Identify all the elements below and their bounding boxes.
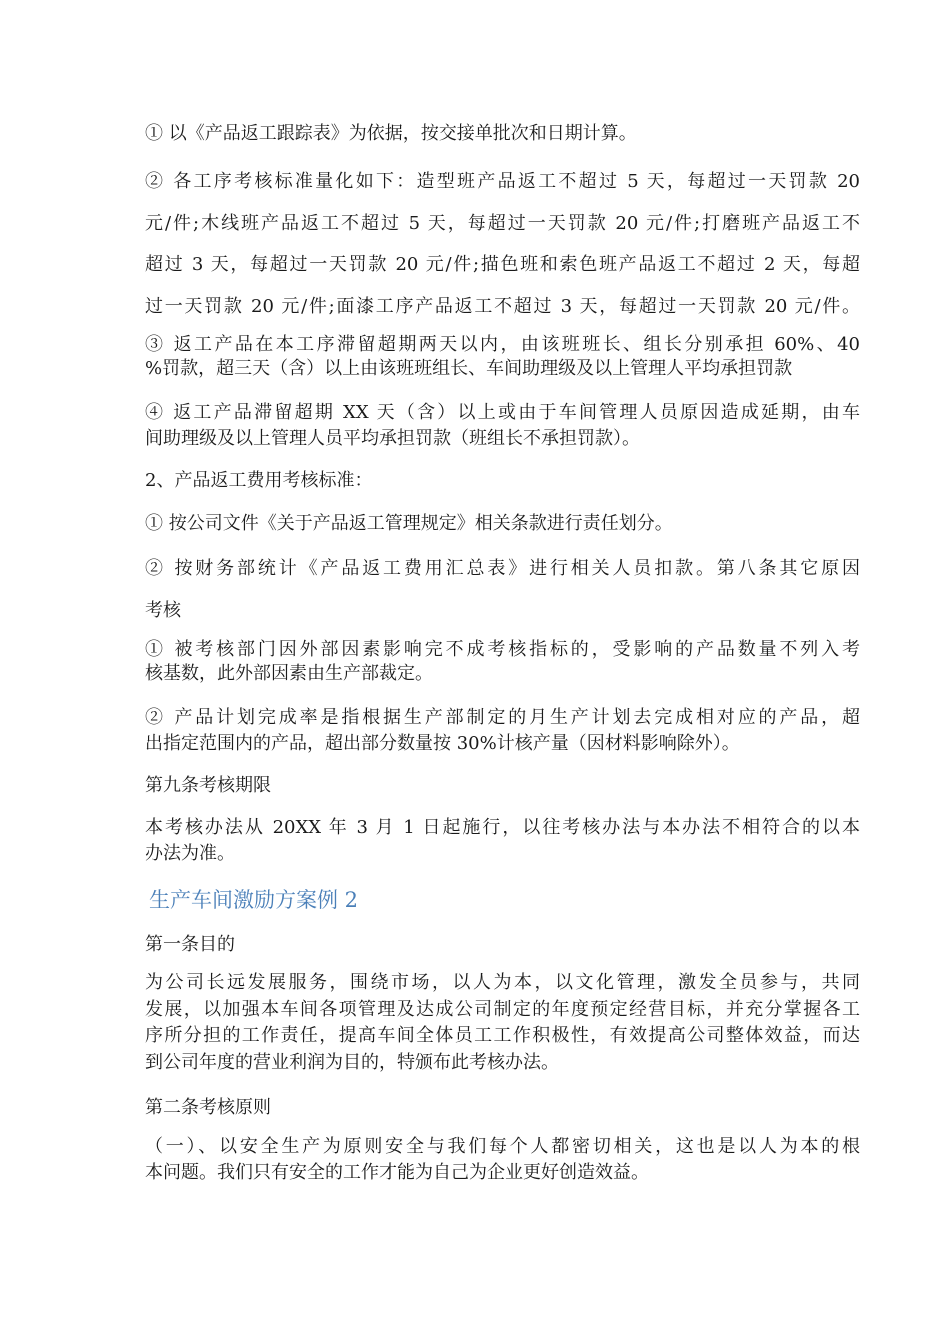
text-line: 核基数，此外部因素由生产部裁定。 xyxy=(145,663,433,684)
text-line: ② 按财务部统计《产品返工费用汇总表》进行相关人员扣款。第八条其它原因 xyxy=(145,558,860,579)
text-line: 本考核办法从 20XX 年 3 月 1 日起施行，以往考核办法与本办法不相符合的以本 xyxy=(145,817,860,838)
text-line: 元/件;木线班产品返工不超过 5 天，每超过一天罚款 20 元/件;打磨班产品返工不 xyxy=(145,212,860,234)
heading-text: 生产车间激励方案例 2 xyxy=(149,888,359,912)
text-line: 序所分担的工作责任，提高车间全体员工工作积极性，有效提高公司整体效益，而达 xyxy=(145,1025,860,1046)
article-title-principles xyxy=(145,1093,860,1119)
text-line: ③ 返工产品在本工序滞留超期两天以内，由该班班长、组长分别承担 60%、40 xyxy=(145,334,860,355)
section-heading xyxy=(149,884,864,914)
text-line: 到公司年度的营业利润为目的，特颁布此考核办法。 xyxy=(145,1051,559,1073)
paragraph-overdue-penalty xyxy=(145,333,860,381)
text-line: 第一条目的 xyxy=(145,934,235,955)
text-line: 办法为准。 xyxy=(145,843,235,864)
text-line: 本问题。我们只有安全的工作才能为自己为企业更好创造效益。 xyxy=(145,1162,649,1183)
paragraph-deduction xyxy=(145,548,860,632)
text-line: （一）、以安全生产为原则安全与我们每个人都密切相关，这也是以人为本的根 xyxy=(145,1136,860,1157)
text-line: 第九条考核期限 xyxy=(145,775,271,796)
text-line: ② 各工序考核标准量化如下：造型班产品返工不超过 5 天，每超过一天罚款 20 xyxy=(145,171,860,192)
text-line: 考核 xyxy=(145,600,181,621)
paragraph-external-factors xyxy=(145,638,860,686)
text-line: %罚款，超三天（含）以上由该班班组长、车间助理级及以上管理人平均承担罚款 xyxy=(145,358,793,379)
paragraph-process-standards xyxy=(145,161,860,327)
text-line: ④ 返工产品滞留超期 XX 天（含）以上或由于车间管理人员原因造成延期，由车 xyxy=(145,402,860,423)
text-line: 出指定范围内的产品，超出部分数量按 30%计核产量（因材料影响除外）。 xyxy=(145,733,740,754)
text-line: ① 以《产品返工跟踪表》为依据，按交接单批次和日期计算。 xyxy=(145,123,637,144)
text-line: 为公司长远发展服务，围绕市场，以人为本，以文化管理，激发全员参与，共同 xyxy=(145,972,860,993)
article-title-purpose xyxy=(145,930,860,956)
text-line: ① 按公司文件《关于产品返工管理规定》相关条款进行责任划分。 xyxy=(145,513,673,534)
text-line: 2、产品返工费用考核标准： xyxy=(145,470,373,491)
text-line: 过一天罚款 20 元/件;面漆工序产品返工不超过 3 天，每超过一天罚款 20 元/件。 xyxy=(145,295,860,317)
text-line: 超过 3 天，每超过一天罚款 20 元/件;描色班和索色班产品返工不超过 2 天，每超 xyxy=(145,254,860,275)
paragraph-responsibility xyxy=(145,509,860,535)
text-line: ② 产品计划完成率是指根据生产部制定的月生产计划去完成相对应的产品，超 xyxy=(145,707,860,728)
section-title-period xyxy=(145,771,860,797)
paragraph-effective-date xyxy=(145,815,860,867)
paragraph-completion-rate xyxy=(145,705,860,757)
paragraph-purpose xyxy=(145,970,860,1076)
paragraph-manager-penalty xyxy=(145,400,860,452)
text-line: ① 被考核部门因外部因素影响完不成考核指标的，受影响的产品数量不列入考 xyxy=(145,639,860,660)
text-line: 发展，以加强本车间各项管理及达成公司制定的年度预定经营目标，并充分掌握各工 xyxy=(145,998,860,1020)
section-heading-cost-standard xyxy=(145,466,860,492)
paragraph-safety-principle xyxy=(145,1134,860,1186)
text-line: 第二条考核原则 xyxy=(145,1097,271,1118)
text-line: 间助理级及以上管理人员平均承担罚款（班组长不承担罚款）。 xyxy=(145,428,640,449)
paragraph-tracking-basis xyxy=(145,119,860,145)
